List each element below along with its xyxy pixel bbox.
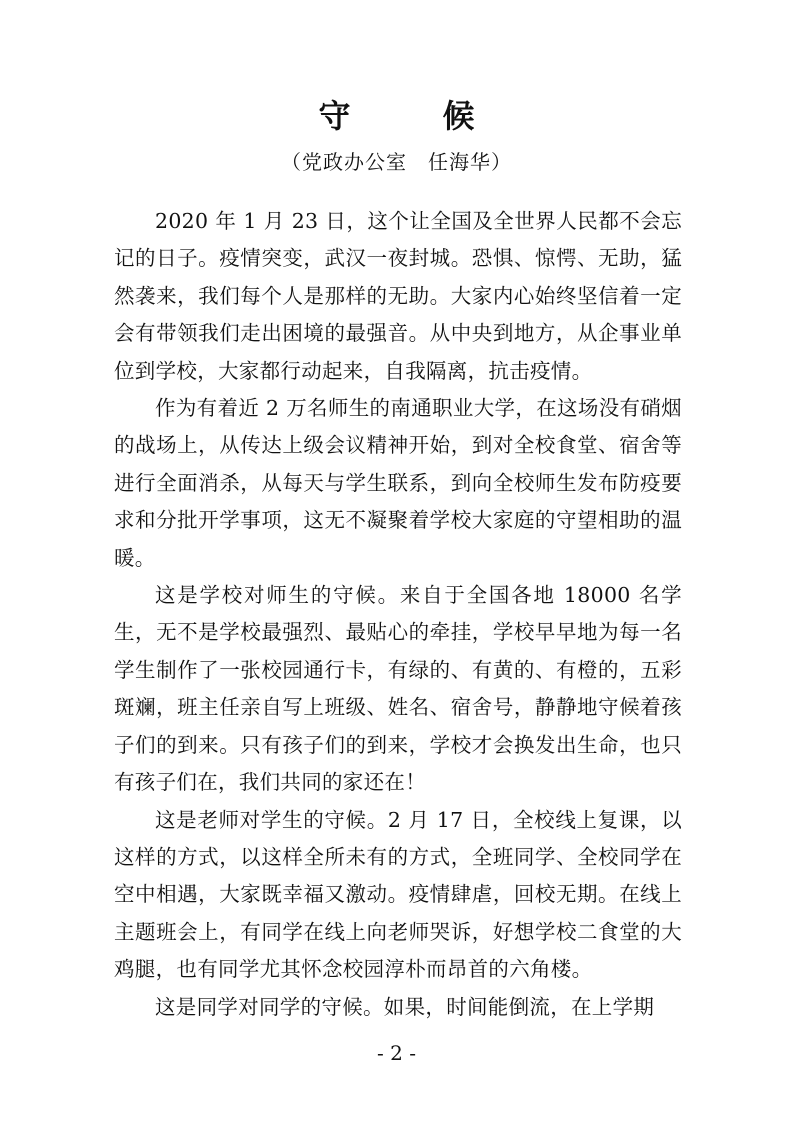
paragraph: 作为有着近 2 万名师生的南通职业大学，在这场没有硝烟的战场上，从传达上级会议精神开始，到对全校食堂、宿舍等进行全面消杀，从每天与学生联系，到向全校师生发布防疫要求和分批开学事项，这无不凝聚着学校大家庭的守望相助的温暖。 <box>114 396 682 570</box>
paragraph: 这是老师对学生的守候。2 月 17 日，全校线上复课，以这样的方式，以这样全所未有的方式，全班同学、全校同学在空中相遇，大家既幸福又激动。疫情肆虐，回校无期。在线上主题班会上，有同学在线上向老师哭诉，好想学校二食堂的大鸡腿，也有同学尤其怀念校园淳朴而昂首的六角楼。 <box>114 807 682 982</box>
paragraph: 2020 年 1 月 23 日，这个让全国及全世界人民都不会忘记的日子。疫情突变，武汉一夜封城。恐惧、惊愕、无助，猛然袭来，我们每个人是那样的无助。大家内心始终坚信着一定会有带领我们走出困境的最强音。从中央到地方，从企事业单位到学校，大家都行动起来，自我隔离，抗击疫情。 <box>114 209 682 383</box>
document-body <box>114 203 682 1026</box>
author-byline: （党政办公室 任海华） <box>281 150 512 174</box>
paragraph: 这是学校对师生的守候。来自于全国各地 18000 名学生，无不是学校最强烈、最贴心的牵挂，学校早早地为每一名学生制作了一张校园通行卡，有绿的、有黄的、有橙的，五彩斑斓，班主任亲自写上班级、姓名、宿舍号，静静地守候着孩子们的到来。只有孩子们的到来，学校才会换发出生命，也只有孩子们在，我们共同的家还在！ <box>114 583 682 795</box>
document-title: 守 候 <box>318 97 505 135</box>
paragraph: 这是同学对同学的守候。如果，时间能倒流，在上学期 <box>155 994 655 1019</box>
page-number: - 2 - <box>377 1041 416 1065</box>
